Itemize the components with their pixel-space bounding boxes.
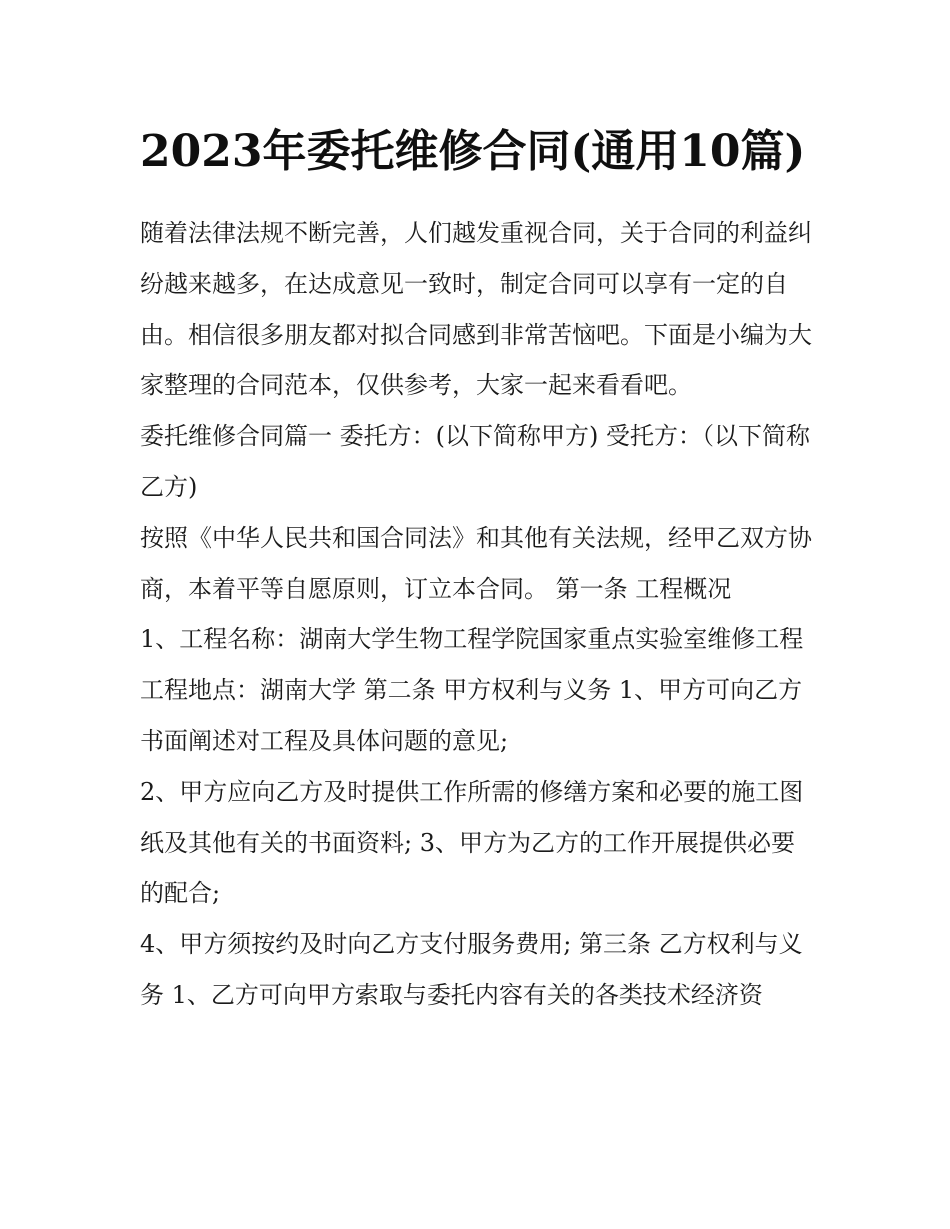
paragraph-intro: 随着法律法规不断完善，人们越发重视合同，关于合同的利益纠纷越来越多，在达成意见一致时，制定合同可以享有一定的自由。相信很多朋友都对拟合同感到非常苦恼吧。下面是小编为大家整理的合同范本，仅供参考，大家一起来看看吧。	[140, 219, 812, 400]
paragraph-project-info: 1、工程名称：湖南大学生物工程学院国家重点实验室维修工程 工程地点：湖南大学 第二条 甲方权利与义务 1、甲方可向乙方书面阐述对工程及具体问题的意见;	[140, 625, 804, 755]
paragraph-parties: 委托维修合同篇一 委托方：(以下简称甲方) 受托方：（以下简称乙方)	[140, 422, 810, 501]
paragraph-party-a-duties: 2、甲方应向乙方及时提供工作所需的修缮方案和必要的施工图纸及其他有关的书面资料; 3、甲方为乙方的工作开展提供必要的配合;	[140, 777, 804, 908]
document-title: 2023年委托维修合同(通用10篇)	[140, 126, 806, 177]
document-body	[140, 208, 812, 1021]
document-content	[140, 118, 812, 1021]
paragraph-party-b-duties: 4、甲方须按约及时向乙方支付服务费用; 第三条 乙方权利与义务 1、乙方可向甲方索取与委托内容有关的各类技术经济资	[140, 930, 803, 1009]
paragraph-agreement: 按照《中华人民共和国合同法》和其他有关法规，经甲乙双方协商，本着平等自愿原则，订立本合同。 第一条 工程概况	[140, 523, 812, 603]
